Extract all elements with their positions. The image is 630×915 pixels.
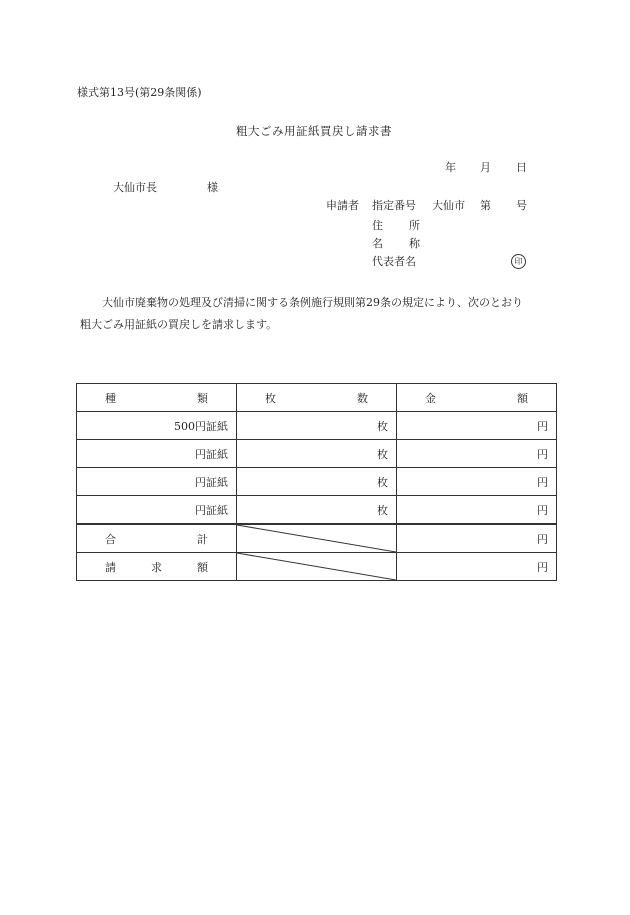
count-cell[interactable]: 枚	[237, 412, 397, 440]
total-row	[77, 524, 557, 553]
recipient-name: 大仙市長	[113, 181, 157, 194]
claim-label: 請 求 額	[77, 553, 237, 581]
registration-city: 大仙市	[432, 199, 465, 212]
amount-cell[interactable]: 円	[397, 412, 557, 440]
amount-cell[interactable]: 円	[397, 468, 557, 496]
registration-number-label: 指定番号	[372, 199, 416, 212]
header-count: 枚 数	[237, 384, 397, 412]
representative-label: 代表者名	[372, 255, 416, 268]
stamp-type-cell[interactable]: 円証紙	[77, 440, 237, 468]
paragraph-line-2: 粗大ごみ用証紙の買戻しを請求します。	[80, 318, 278, 331]
address-label-1: 住	[372, 219, 383, 232]
header-type: 種 類	[77, 384, 237, 412]
table-row	[77, 440, 557, 468]
total-count-slashed	[237, 524, 397, 553]
claim-count-slashed	[237, 553, 397, 581]
paragraph-line-1: 大仙市廃棄物の処理及び清掃に関する条例施行規則第29条の規定により、次のとおり	[102, 296, 523, 309]
diagonal-strike	[237, 525, 396, 552]
table-row	[77, 496, 557, 525]
registration-go: 号	[516, 199, 527, 212]
claim-row	[77, 553, 557, 581]
count-cell[interactable]: 枚	[237, 468, 397, 496]
address-label-2: 所	[409, 219, 420, 232]
table-header-row	[77, 384, 557, 412]
form-number-label: 様式第13号(第29条関係)	[77, 86, 202, 99]
stamp-type-cell[interactable]: 円証紙	[77, 468, 237, 496]
document-title: 粗大ごみ用証紙買戻し請求書	[236, 124, 392, 138]
stamp-type-cell: 500円証紙	[77, 412, 237, 440]
amount-cell[interactable]: 円	[397, 440, 557, 468]
table-row	[77, 412, 557, 440]
recipient-honorific: 様	[207, 181, 218, 194]
diagonal-strike	[237, 553, 396, 580]
count-cell[interactable]: 枚	[237, 496, 397, 525]
amount-cell[interactable]: 円	[397, 496, 557, 525]
total-label: 合 計	[77, 524, 237, 553]
date-month-label: 月	[480, 161, 491, 174]
claim-table	[76, 383, 557, 581]
table-row	[77, 468, 557, 496]
stamp-type-cell[interactable]: 円証紙	[77, 496, 237, 525]
registration-dai: 第	[480, 199, 491, 212]
total-amount-cell[interactable]: 円	[397, 524, 557, 553]
seal-mark: 印	[511, 254, 526, 269]
date-year-label: 年	[445, 161, 456, 174]
count-cell[interactable]: 枚	[237, 440, 397, 468]
date-day-label: 日	[516, 161, 527, 174]
claim-amount-cell[interactable]: 円	[397, 553, 557, 581]
request-paragraph	[80, 292, 550, 336]
header-amount: 金 額	[397, 384, 557, 412]
name-label-2: 称	[409, 237, 420, 250]
applicant-label: 申請者	[326, 199, 359, 212]
name-label-1: 名	[372, 237, 383, 250]
